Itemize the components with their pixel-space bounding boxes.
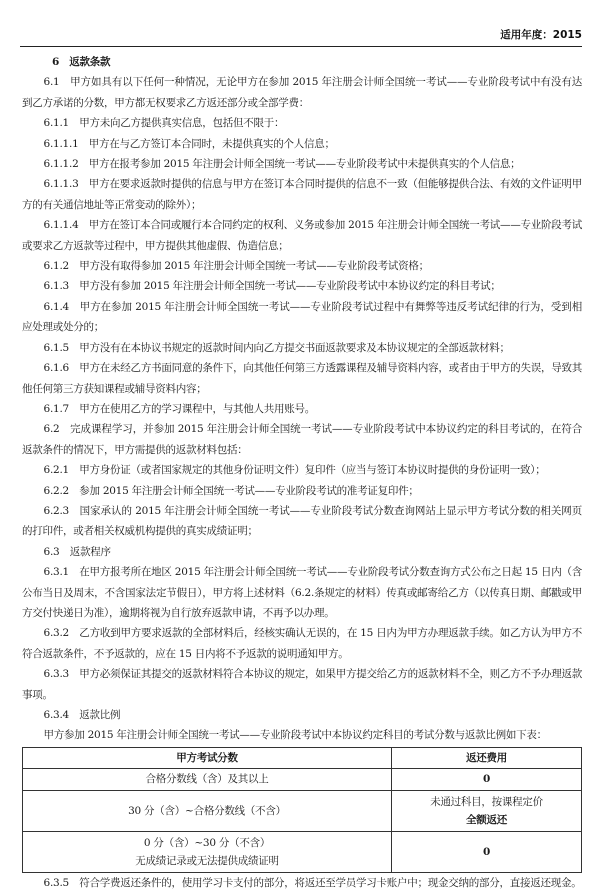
table-cell-score: 合格分数线（含）及其以上 (23, 768, 392, 790)
table-row (23, 768, 582, 790)
table-cell-score: 30 分（含）~合格分数线（不含） (23, 790, 392, 831)
clause-6-3-1: 6.3.1 在甲方报考所在地区 2015 年注册会计师全国统一考试——专业阶段考试分数查询方式公布之日起 15 日内（含公布当日及周末，不含国家法定节假日），甲方将上述材料（6.2.条规定的材料）传真或邮寄给乙方（以传真日期、邮戳或甲方交付快递日为准），逾期将视为自行放弃返款申请，不再予以办理。 (22, 566, 582, 619)
clause-6-3-3: 6.3.3 甲方必须保证其提交的返款材料符合本协议的规定，如果甲方提交给乙方的返款材料不全，则乙方不予办理返款事项。 (22, 668, 582, 701)
score-line-1: 0 分（含）~30 分（不含） (143, 836, 271, 849)
clause-6-2-3: 6.2.3 国家承认的 2015 年注册会计师全国统一考试——专业阶段考试分数查询网站上显示甲方考试分数的相关网页的打印件，或者相关权威机构提供的真实成绩证明； (22, 504, 582, 538)
clause-6-3-4: 6.3.4 返款比例 (43, 709, 121, 721)
clause-6-1-1-1: 6.1.1.1 甲方在与乙方签订本合同时，未提供真实的个人信息； (43, 137, 335, 150)
clause-6-1-3: 6.1.3 甲方没有参加 2015 年注册会计师全国统一考试——专业阶段考试中本协议约定的科目考试； (43, 280, 501, 293)
section-title: 6 返款条款 (52, 56, 111, 68)
clause-6-2: 6.2 完成课程学习，并参加 2015 年注册会计师全国统一考试——专业阶段考试中本协议约定的科目考试的，在符合返款条件的情况下，甲方需提供的返款材料包括： (22, 423, 582, 456)
clause-6-3-2: 6.3.2 乙方收到甲方要求返款的全部材料后，经核实确认无误的，在 15 日内为甲方办理返款手续。如乙方认为甲方不符合返款条件，不予返款的，应在 15 日内将不予返款的说明通知甲方。 (22, 627, 582, 660)
table-cell-score (23, 831, 392, 872)
table-cell-refund: 0 (391, 768, 581, 790)
clause-6-1-1-4: 6.1.1.4 甲方在签订本合同或履行本合同约定的权利、义务或参加 2015 年注册会计师全国统一考试——专业阶段考试或要求乙方返款等过程中，甲方提供其他虚假、伪造信息； (22, 219, 582, 252)
clause-6-2-2: 6.2.2 参加 2015 年注册会计师全国统一考试——专业阶段考试的准考证复印件； (43, 484, 419, 497)
refund-line-2: 全额返还 (465, 813, 507, 826)
table-cell-refund (391, 790, 581, 831)
score-line-2: 无成绩记录或无法提供成绩证明 (135, 854, 279, 867)
clause-6-1: 6.1 甲方如具有以下任何一种情况，无论甲方在参加 2015 年注册会计师全国统一考试——专业阶段考试中有没有达到乙方承诺的分数，甲方都无权要求乙方返还部分或全部学费： (22, 76, 582, 109)
clause-6-2-1: 6.2.1 甲方身份证（或者国家规定的其他身份证明文件）复印件（应当与签订本协议时提供的身份证明一致）； (43, 464, 546, 477)
refund-rate-table (22, 747, 582, 873)
clause-6-3: 6.3 返款程序 (43, 545, 111, 558)
clause-6-1-7: 6.1.7 甲方在使用乙方的学习课程中，与其他人共用账号。 (43, 402, 315, 415)
clause-6-1-1-3: 6.1.1.3 甲方在要求返款时提供的信息与甲方在签订本合同时提供的信息不一致（但能够提供合法、有效的文件证明甲方的有关通信地址等正常变动的除外）； (22, 178, 582, 211)
applicable-year-label: 适用年度：2015 (500, 29, 582, 41)
table-header-refund: 返还费用 (391, 747, 581, 768)
clause-6-1-4: 6.1.4 甲方在参加 2015 年注册会计师全国统一考试——专业阶段考试过程中有舞弊等违反考试纪律的行为，受到相应处理或处分的； (22, 300, 582, 334)
clause-6-1-1-2: 6.1.1.2 甲方在报考参加 2015 年注册会计师全国统一考试——专业阶段考试中未提供真实的个人信息； (43, 158, 521, 171)
clause-6-1-2: 6.1.2 甲方没有取得参加 2015 年注册会计师全国统一考试——专业阶段考试资格； (43, 260, 429, 273)
table-header-row (23, 747, 582, 768)
document-body (22, 52, 582, 893)
table-row (23, 790, 582, 831)
table-intro: 甲方参加 2015 年注册会计师全国统一考试——专业阶段考试中本协议约定科目的考试分数与返款比例如下表： (43, 729, 547, 742)
clause-6-1-6: 6.1.6 甲方在未经乙方书面同意的条件下，向其他任何第三方透露课程及辅导资料内容，或者由于甲方的失误，导致其他任何第三方获知课程或辅导资料内容； (22, 362, 582, 395)
header-divider (20, 46, 582, 47)
clause-6-1-1: 6.1.1 甲方未向乙方提供真实信息，包括但不限于： (43, 117, 285, 130)
table-cell-refund: 0 (391, 831, 581, 872)
table-header-score: 甲方考试分数 (23, 747, 392, 768)
refund-line-1: 未通过科目，按课程定价 (430, 795, 543, 808)
clause-6-3-5: 6.3.5 符合学费返还条件的，使用学习卡支付的部分，将返还至学员学习卡账户中；现金交纳的部分，直接返还现金。 (43, 876, 582, 889)
clause-6-1-5: 6.1.5 甲方没有在本协议书规定的返款时间内向乙方提交书面返款要求及本协议规定的全部返款材料； (43, 341, 510, 354)
table-row (23, 831, 582, 872)
